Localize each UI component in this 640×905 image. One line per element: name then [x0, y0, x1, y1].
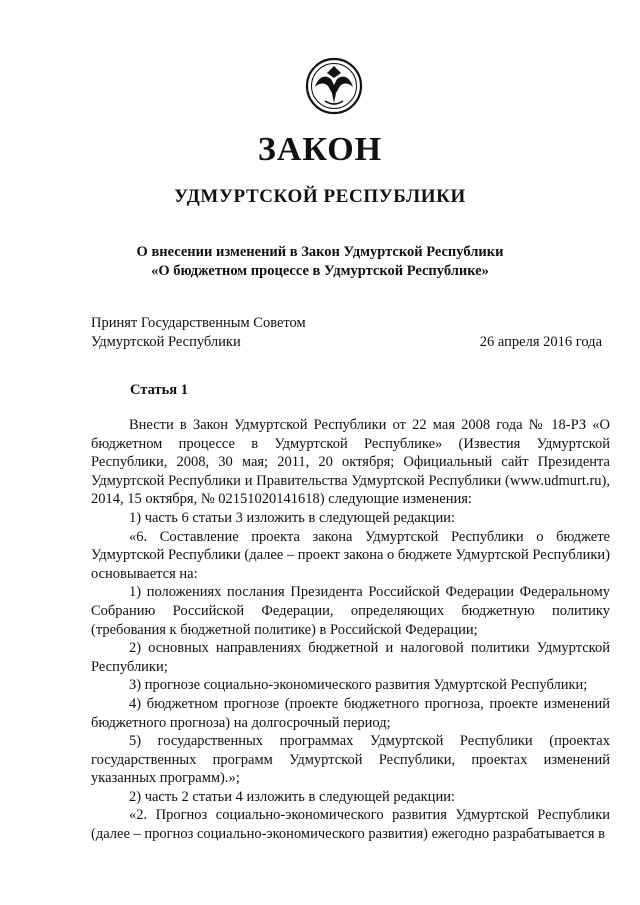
law-subject-line-2: «О бюджетном процессе в Удмуртской Республике» — [151, 263, 489, 279]
article-title: Статья 1 — [130, 382, 188, 398]
paragraph: 1) часть 6 статьи 3 изложить в следующей редакции: — [129, 509, 455, 526]
adopted-by — [91, 314, 306, 352]
paragraph: 4) бюджетном прогнозе (проекте бюджетного прогноза, проекте изменений бюджетного прогноза) на долгосрочный период; — [91, 695, 610, 731]
paragraph: 2) часть 2 статьи 4 изложить в следующей редакции: — [129, 788, 455, 805]
adoption-date: 26 апреля 2016 года — [479, 334, 602, 350]
paragraph: 2) основных направлениях бюджетной и налоговой политики Удмуртской Республики; — [91, 640, 610, 675]
paragraph: «6. Составление проекта закона Удмуртской Республики о бюджете Удмуртской Республики (далее – проект закона о бюджете Удмуртской Республики) основывается на: — [91, 528, 610, 582]
paragraph: 1) положениях послания Президента Российской Федерации Федеральному Собранию Российской Федерации, определяющих бюджетную политику (требования к бюджетной политике) в Российской Федерации; — [91, 584, 610, 638]
adopted-by-line-1: Принят Государственным Советом — [91, 315, 306, 331]
paragraph: 5) государственных программах Удмуртской Республики (проектах государственных программ Удмуртской Республики, проектах изменений указанных программ).»; — [91, 733, 610, 787]
republic-name: УДМУРТСКОЙ РЕСПУБЛИКИ — [174, 186, 466, 207]
article-body — [91, 416, 610, 844]
law-subject-line-1: О внесении изменений в Закон Удмуртской Республики — [136, 244, 504, 260]
paragraph: 3) прогнозе социально-экономического развития Удмуртской Республики; — [129, 677, 588, 694]
law-subject — [0, 243, 640, 281]
paragraph: «2. Прогноз социально-экономического развития Удмуртской Республики (далее – прогноз социально-экономического развития) ежегодно разрабатывается в — [91, 807, 610, 843]
coat-of-arms-emblem — [305, 57, 363, 115]
paragraph: Внести в Закон Удмуртской Республики от 22 мая 2008 года № 18-РЗ «О бюджетном процессе в Удмуртской Республике» (Известия Удмуртской Республики, 2008, 30 мая; 2011, 20 октября; Официальный сайт Президента Удмуртской Республики и Правительства Удмуртской Республики (www.udmurt.ru), 2014, 15 октября, № 02151020141618) следующие изменения: — [91, 417, 610, 508]
law-title: ЗАКОН — [257, 131, 383, 168]
adopted-by-line-2: Удмуртской Республики — [91, 334, 241, 350]
